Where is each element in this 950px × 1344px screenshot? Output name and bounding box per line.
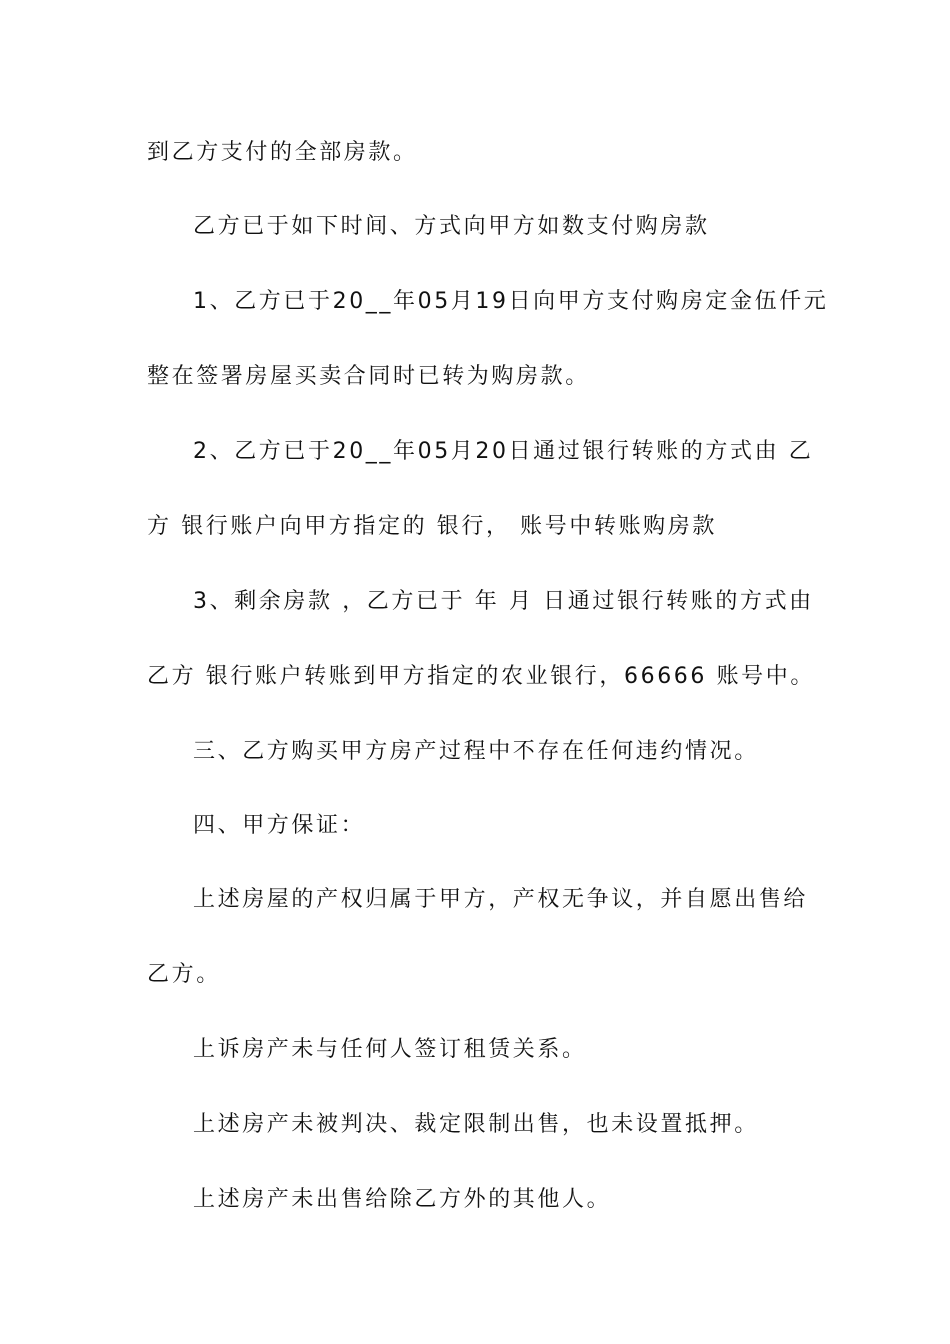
text-line-9: 三、乙方购买甲方房产过程中不存在任何违约情况。 — [193, 739, 759, 764]
text-line-1: 到乙方支付的全部房款。 — [147, 140, 418, 165]
text-line-14: 上述房产未被判决、裁定限制出售，也未设置抵押。 — [193, 1112, 759, 1137]
text-line-13: 上诉房产未与任何人签订租赁关系。 — [193, 1037, 587, 1062]
text-line-8: 乙方 银行账户转账到甲方指定的农业银行，66666 账号中。 — [147, 664, 815, 689]
text-line-7: 3、剩余房款 ，乙方已于 年 月 日通过银行转账的方式由 — [193, 589, 814, 614]
text-line-6: 方 银行账户向甲方指定的 银行， 账号中转账购房款 — [147, 514, 717, 539]
text-line-15: 上述房产未出售给除乙方外的其他人。 — [193, 1187, 612, 1212]
text-line-10: 四、甲方保证： — [193, 813, 366, 838]
text-line-12: 乙方。 — [147, 962, 221, 987]
text-line-2: 乙方已于如下时间、方式向甲方如数支付购房款 — [193, 214, 710, 239]
text-line-3: 1、乙方已于20__年05月19日向甲方支付购房定金伍仟元 — [193, 289, 829, 314]
text-line-11: 上述房屋的产权归属于甲方，产权无争议，并自愿出售给 — [193, 887, 809, 912]
text-line-5: 2、乙方已于20__年05月20日通过银行转账的方式由 乙 — [193, 439, 814, 464]
text-line-4: 整在签署房屋买卖合同时已转为购房款。 — [147, 364, 590, 389]
